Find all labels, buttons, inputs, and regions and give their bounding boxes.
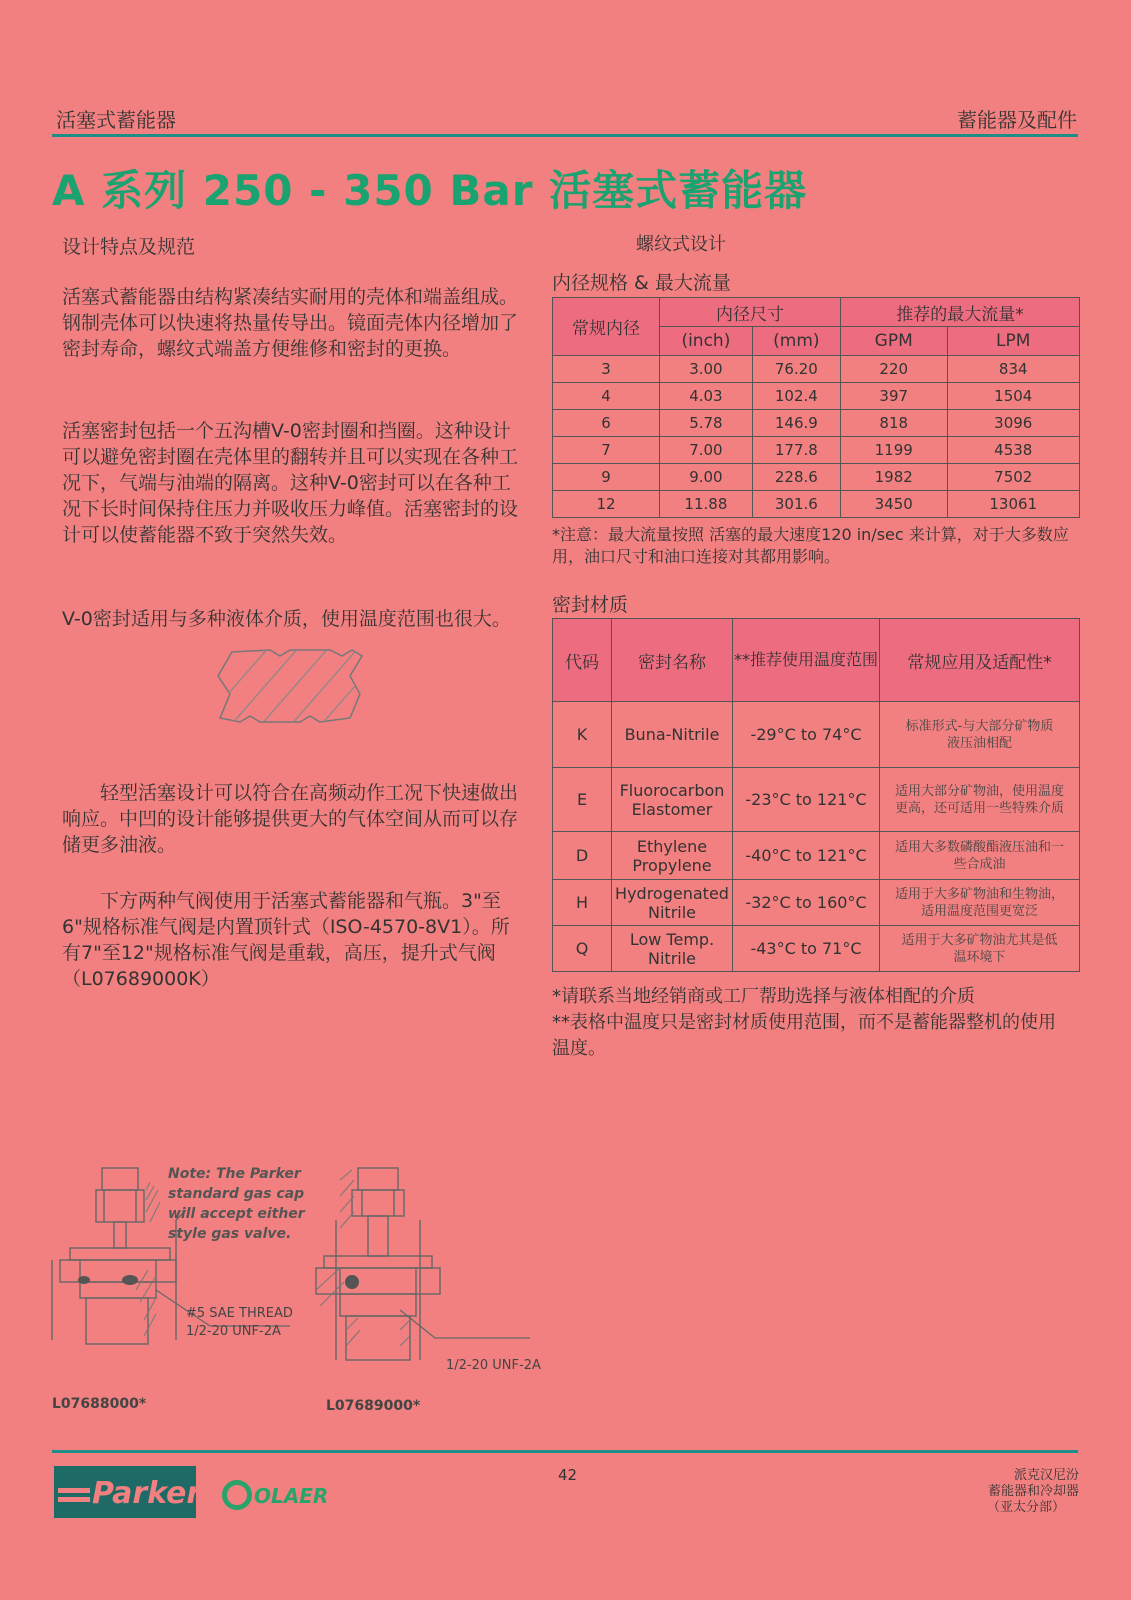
cell-code: Q [553,926,612,972]
cell: 9 [553,464,660,491]
cell: 5.78 [660,410,753,437]
cell-name: Buna-Nitrile [612,702,733,768]
olaer-logo-text: OLAER [254,1484,329,1508]
table-row [553,464,1080,491]
seal-note-2: **表格中温度只是密封材质使用范围，而不是蓄能器整机的使用温度。 [552,1012,1056,1059]
cell-app: 适用于大多矿物油和生物油，适用温度范围更宽泛 [880,880,1080,926]
paragraph-4: 轻型活塞设计可以符合在高频动作工况下快速做出响应。中凹的设计能够提供更大的气体空间从而可以存储更多油液。 [62,782,519,856]
cell: 9.00 [660,464,753,491]
cell-code: E [553,768,612,832]
cell: 228.6 [752,464,840,491]
paragraph-5: 下方两种气阀使用于活塞式蓄能器和气瓶。3"至6"规格标准气阀是内置顶针式（ISO-4570-8V1）。所有7"至12"规格标准气阀是重载，高压，提升式气阀（L07689000K） [62,890,510,990]
paragraph-1: 活塞式蓄能器由结构紧凑结实耐用的壳体和端盖组成。钢制壳体可以快速将热量传导出。镜面壳体内径增加了密封寿命，螺纹式端盖方便维修和密封的更换。 [62,286,519,360]
seal-table-title: 密封材质 [552,594,629,616]
cell: 13061 [947,491,1080,518]
cell: 1982 [840,464,947,491]
table-row [553,832,1080,880]
cell-temp: -23°C to 121°C [733,768,880,832]
table-row [553,926,1080,972]
logo-stripe [58,1488,90,1493]
th-name: 密封名称 [612,619,733,702]
cell: 818 [840,410,947,437]
header-rule [52,134,1078,137]
cell-app: 适用大多数磷酸酯液压油和一些合成油 [880,832,1080,880]
cell: 12 [553,491,660,518]
cell-code: D [553,832,612,880]
cell: 102.4 [752,383,840,410]
cell-app: 适用大部分矿物油，使用温度更高，还可适用一些特殊介质 [880,768,1080,832]
th-app: 常规应用及适配性* [880,619,1080,702]
cell-temp: -43°C to 71°C [733,926,880,972]
valve-code-1: L07688000* [52,1396,147,1412]
page-number: 42 [558,1466,578,1484]
cell-temp: -32°C to 160°C [733,880,880,926]
bore-flow-table [552,297,1080,518]
bore-table-title: 内径规格 & 最大流量 [552,272,731,294]
cell-app: 标准形式-与大部分矿物质液压油相配 [880,702,1080,768]
cell: 7.00 [660,437,753,464]
cell: 1199 [840,437,947,464]
table-row [553,437,1080,464]
cell: 146.9 [752,410,840,437]
table-row [553,768,1080,832]
cell-code: H [553,880,612,926]
olaer-logo-circle-icon [222,1480,252,1510]
th-temp: **推荐使用温度范围 [733,619,880,702]
seal-cross-section-drawing [210,646,370,736]
th-inch: (inch) [660,327,753,356]
table-row [553,702,1080,768]
th-bore: 常规内径 [553,298,660,356]
paragraph-2: 活塞密封包括一个五沟槽V-0密封圈和挡圈。这种设计可以避免密封圈在壳体里的翻转并且可以实现在各种工况下，气端与油端的隔离。这种V-0密封可以在各种工况下长时间保持住压力并吸收压力峰值。活塞密封的设计可以使蓄能器不致于突然失效。 [62,420,519,546]
header-left: 活塞式蓄能器 [56,108,176,132]
cell: 6 [553,410,660,437]
footer-division: 蓄能器和冷却器 [987,1484,1079,1499]
cell-app: 适用于大多矿物油尤其是低温环境下 [880,926,1080,972]
cell-temp: -40°C to 121°C [733,832,880,880]
cell: 76.20 [752,356,840,383]
section-title-features: 设计特点及规范 [62,236,196,258]
thread-label-1a: #5 SAE THREAD [186,1306,293,1321]
cell: 301.6 [752,491,840,518]
seal-material-table [552,618,1080,972]
cell: 177.8 [752,437,840,464]
cell-name: Ethylene Propylene [612,832,733,880]
th-flow: 推荐的最大流量* [840,298,1079,327]
page-title: A 系列 250 - 350 Bar 活塞式蓄能器 [52,166,808,215]
footer-region: （亚太分部） [986,1500,1065,1515]
th-size: 内径尺寸 [660,298,841,327]
cell: 7 [553,437,660,464]
table-row [553,383,1080,410]
cell-name: Low Temp. Nitrile [612,926,733,972]
cell: 11.88 [660,491,753,518]
valve-code-2: L07689000* [326,1398,421,1414]
bore-note: *注意：最大流量按照 活塞的最大速度120 in/sec 来计算，对于大多数应用，油口尺寸和油口连接对其都用影响。 [552,525,1069,566]
cell: 1504 [947,383,1080,410]
table-row [553,491,1080,518]
th-code: 代码 [553,619,612,702]
cell: 3.00 [660,356,753,383]
parker-logo [54,1466,202,1518]
cell-name: Hydrogenated Nitrile [612,880,733,926]
cell-name: Fluorocarbon Elastomer [612,768,733,832]
cell: 834 [947,356,1080,383]
header-right: 蓄能器及配件 [957,108,1077,132]
cell: 7502 [947,464,1080,491]
cell: 3096 [947,410,1080,437]
cell-code: K [553,702,612,768]
th-gpm: GPM [840,327,947,356]
gas-cap-note: Note: The Parker standard gas cap will accept either style gas valve. [168,1166,305,1242]
cell: 3 [553,356,660,383]
cell: 4538 [947,437,1080,464]
table-row [553,356,1080,383]
table-row [553,410,1080,437]
th-mm: (mm) [752,327,840,356]
thread-label-2: 1/2-20 UNF-2A [446,1358,541,1373]
cell: 397 [840,383,947,410]
parker-logo-text: Parker [92,1476,202,1511]
paragraph-3: V-0密封适用与多种液体介质，使用温度范围也很大。 [62,608,511,630]
cell: 4.03 [660,383,753,410]
table-row [553,880,1080,926]
cell: 220 [840,356,947,383]
th-lpm: LPM [947,327,1080,356]
footer-company: 派克汉尼汾 [1013,1468,1079,1483]
seal-note-1: *请联系当地经销商或工厂帮助选择与液体相配的介质 [552,986,975,1007]
logo-stripe [58,1497,90,1502]
cell: 4 [553,383,660,410]
thread-design-label: 螺纹式设计 [636,234,726,255]
footer-rule [52,1450,1078,1453]
cell-temp: -29°C to 74°C [733,702,880,768]
cell: 3450 [840,491,947,518]
thread-label-1b: 1/2-20 UNF-2A [186,1324,281,1339]
